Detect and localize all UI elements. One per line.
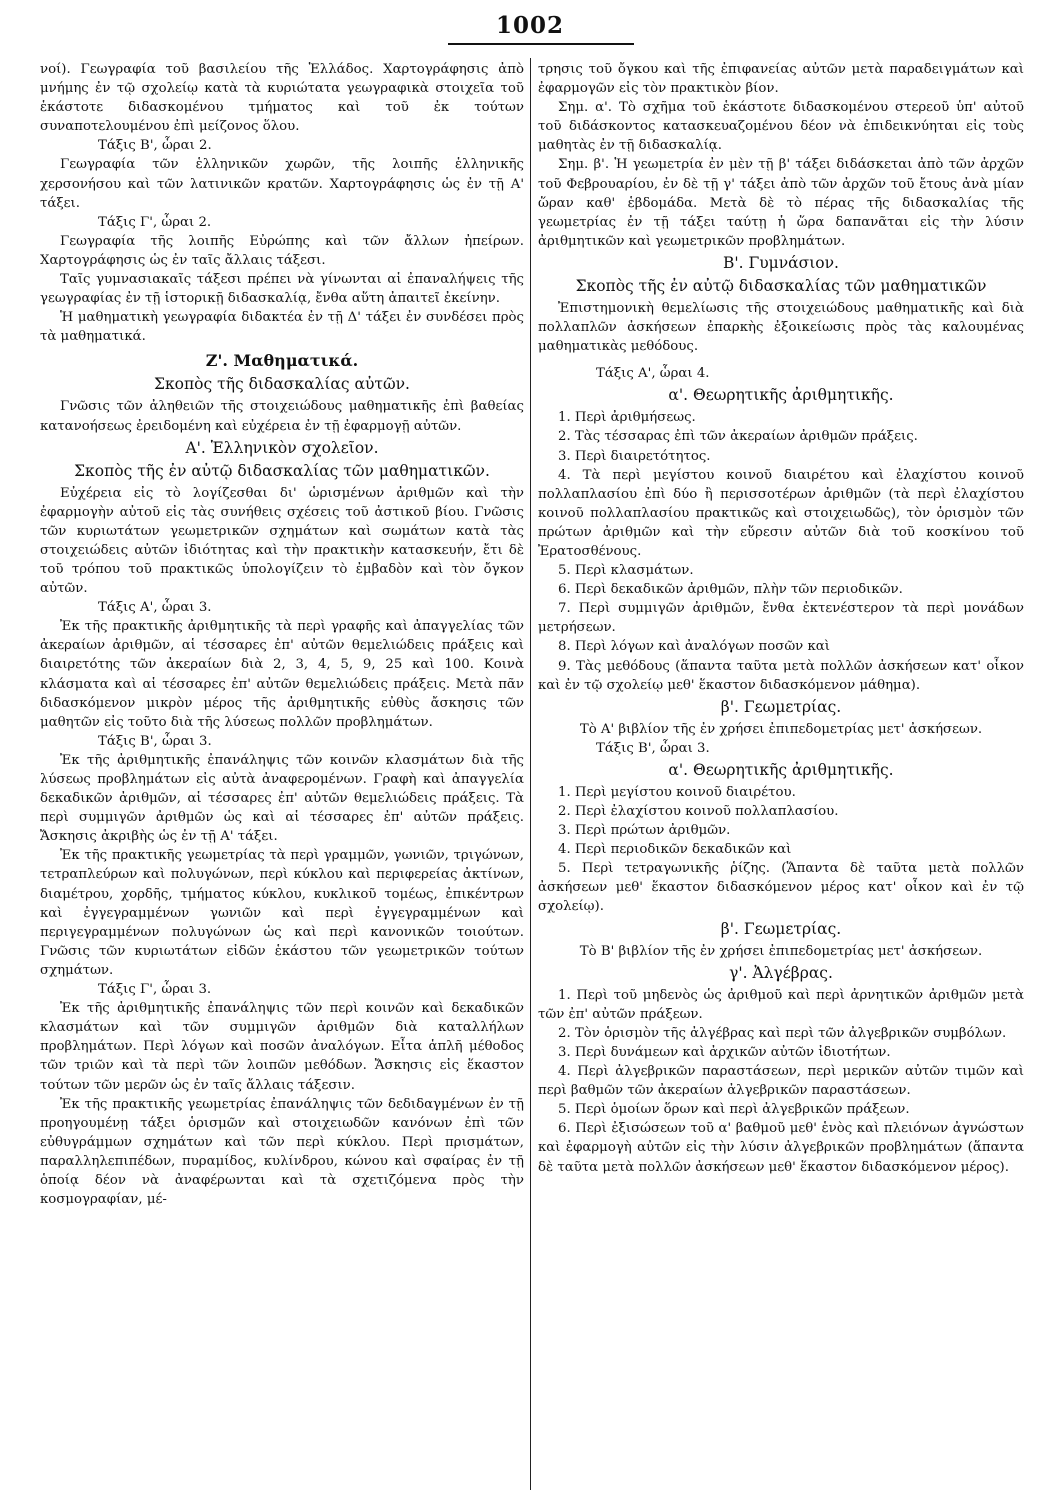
subsection-heading: Σκοπὸς τῆς ἐν αὐτῷ διδασκαλίας τῶν μαθηματικῶν. [74,461,490,480]
paragraph: 6. Περὶ δεκαδικῶν ἀριθμῶν, πλὴν τῶν περιοδικῶν. [558,582,903,598]
centered-line: Τὸ Β' βιβλίον τῆς ἐν χρήσει ἐπιπεδομετρίας μετ' ἀσκήσεων. [579,943,983,959]
subsection-heading: Σκοπὸς τῆς διδασκαλίας αὐτῶν. [154,375,410,394]
paragraph: 2. Τὸν ὁρισμὸν τῆς ἀλγέβρας καὶ περὶ τῶν ἀλγεβρικῶν συμβόλων. [558,1025,1007,1041]
class-hours-heading: Τάξις Α', ὧραι 4. [596,366,710,382]
paragraph: 3. Περὶ διαιρετότητος. [558,448,711,464]
paragraph: 1. Περὶ τοῦ μηδενὸς ὡς ἀριθμοῦ καὶ περὶ ἀρνητικῶν ἀριθμῶν μετὰ τῶν ἐπ' αὐτῶν πράξεων. [538,987,1024,1022]
paragraph: 5. Περὶ τετραγωνικῆς ῥίζης. (Ἅπαντα δὲ ταῦτα μετὰ πολλῶν ἀσκήσεων μεθ' ἕκαστον διδασκόμενον μέρος κατ' οἶκον καὶ ἐν τῷ σχολείῳ). [538,861,1024,915]
paragraph: Ἐπιστημονικὴ θεμελίωσις τῆς στοιχειώδους μαθηματικῆς καὶ διὰ πολλαπλῶν ἀσκήσεων ἐπαρκὴς ἐξοικείωσις πρὸς τὰς καλουμένας μαθηματικὰς μεθόδους. [538,300,1024,355]
paragraph: 5. Περὶ ὁμοίων ὅρων καὶ περὶ ἀλγεβρικῶν πράξεων. [558,1102,910,1118]
paragraph: 6. Περὶ ἐξισώσεων τοῦ α' βαθμοῦ μεθ' ἑνὸς καὶ πλειόνων ἀγνώστων καὶ ἐφαρμογὴ αὐτῶν εἰς τὴν λύσιν ἀλγεβρικῶν προβλημάτων (ἅπαντα δὲ ταῦτα μετὰ πολλῶν ἀσκήσεων μεθ' ἕκαστον διδασκόμενον μέρος). [538,1121,1024,1175]
subsection-heading: α'. Θεωρητικῆς ἀριθμητικῆς. [668,760,894,779]
paragraph: 1. Περὶ ἀριθμήσεως. [558,410,696,426]
paragraph: Ἐκ τῆς ἀριθμητικῆς ἐπανάληψις τῶν περὶ κοινῶν καὶ δεκαδικῶν κλασμάτων καὶ τῶν συμμιγῶν ἀριθμῶν διὰ καταλλήλων προβλημάτων. Περὶ λόγων καὶ ποσῶν ἀναλόγων. Εἶτα ἁπλῆ μέθοδος τῶν τριῶν καὶ τὰ περὶ τῶν λοιπῶν μεθόδων. Ἄσκησις εἰς ἕκαστον τούτων τῶν μερῶν ὡς ἐν ταῖς ἄλλαις τάξεσιν. [40,1001,524,1093]
subsection-heading: Σκοπὸς τῆς ἐν αὐτῷ διδασκαλίας τῶν μαθηματικῶν [575,276,987,295]
paragraph: τρησις τοῦ ὄγκου καὶ τῆς ἐπιφανείας αὐτῶν μετὰ παραδειγμάτων καὶ ἐφαρμογῶν εἰς τὸν πρακτικὸν βίον. [538,62,1024,97]
paragraph: Ἐκ τῆς πρακτικῆς γεωμετρίας τὰ περὶ γραμμῶν, γωνιῶν, τριγώνων, τετραπλεύρων καὶ πολυγώνων, περὶ κύκλου καὶ περιφερείας ἀκτίνων, διαμέτρου, χορδῆς, τμήματος κύκλου, κυκλικοῦ τομέως, ἐπικέντρων καὶ ἐγγεγραμμένων γωνιῶν καὶ περὶ ἐγγεγραμμένων καὶ περιγεγραμμένων πολυγώνων ὡς καὶ περὶ κανονικῶν τοιούτων. Γνῶσις τῶν κυριωτάτων εἰδῶν ἑκάστου τῶν γεωμετρικῶν τούτων σχημάτων. [40,848,524,978]
paragraph: Ἐκ τῆς ἀριθμητικῆς ἐπανάληψις τῶν κοινῶν κλασμάτων διὰ τῆς λύσεως προβλημάτων εἰς αὐτὰ ἀναφερομένων. Γραφὴ καὶ ἀπαγγελία δεκαδικῶν ἀριθμῶν, αἱ τέσσαρες ἐπ' αὐτῶν θεμελιώδεις πράξεις. Τὰ περὶ συμμιγῶν ἀριθμῶν ὡς καὶ αἱ τέσσαρες ἐπ' αὐτῶν πράξεις. Ἄσκησις ἀκριβὴς ὡς ἐν τῇ Α' τάξει. [40,752,524,845]
subsection-heading: γ'. Ἀλγέβρας. [729,963,833,982]
right-column [538,60,1024,1490]
paragraph: Ἡ μαθηματικὴ γεωγραφία διδακτέα ἐν τῇ Δ' τάξει ἐν συνδέσει πρὸς τὰ μαθηματικά. [40,310,524,345]
class-hours-heading: Τάξις Γ', ὧραι 2. [98,214,212,230]
left-column [40,60,524,1490]
paragraph: 1. Περὶ μεγίστου κοινοῦ διαιρέτου. [558,784,796,800]
paragraph: 8. Περὶ λόγων καὶ ἀναλόγων ποσῶν καὶ [558,639,830,655]
paragraph: Ἐκ τῆς πρακτικῆς ἀριθμητικῆς τὰ περὶ γραφῆς καὶ ἀπαγγελίας τῶν ἀκεραίων ἀριθμῶν, αἱ τέσσαρες ἐπ' αὐτῶν θεμελιώδεις πράξεις καὶ διαιρετότης τῶν ἀκεραίων διὰ 2, 3, 4, 5, 9, 25 καὶ 100. Κοινὰ κλάσματα καὶ αἱ τέσσαρες ἐπ' αὐτῶν θεμελιώδεις πράξεις. Μετὰ πᾶν διδασκόμενον μικρὸν μέρος τῆς ἀριθμητικῆς εὐθὺς ἄσκησις τῶν μαθητῶν εἰς τοῦτο διὰ τῆς λύσεως πολλῶν προβλημάτων. [40,619,524,730]
class-hours-heading: Τάξις Β', ὧραι 3. [596,740,710,756]
paragraph: 7. Περὶ συμμιγῶν ἀριθμῶν, ἔνθα ἐκτενέστερον τὰ περὶ μονάδων μετρήσεων. [538,601,1024,636]
class-hours-heading: Τάξις Β', ὧραι 2. [98,138,212,154]
subsection-heading: Β'. Γυμνάσιον. [723,253,839,272]
paragraph: νοί). Γεωγραφία τοῦ βασιλείου τῆς Ἑλλάδος. Χαρτογράφησις ἀπὸ μνήμης ἐν τῷ σχολείῳ κατὰ τὰ κυριώτατα γεωγραφικὰ στοιχεῖα τοῦ ἑκάστοτε διδασκομένου τμήματος καὶ τοῦ ἐκ τούτων συναποτελουμένου ἐπὶ μείζονος ὅλου. [40,62,524,135]
column-divider [530,58,531,1490]
paragraph: Σημ. β'. Ἡ γεωμετρία ἐν μὲν τῇ β' τάξει διδάσκεται ἀπὸ τῶν ἀρχῶν τοῦ Φεβρουαρίου, ἐν δὲ τῇ γ' τάξει ἀπὸ τῶν ἀρχῶν τοῦ ἔτους ἀνὰ μίαν ὥραν καθ' ἑβδομάδα. Μετὰ δὲ τὸ πέρας τῆς διδασκαλίας τῆς γεωμετρίας ἐν τῇ τάξει ταύτῃ ἡ ὥρα δαπανᾶται εἰς τὴν λύσιν ἀριθμητικῶν καὶ γεωμετρικῶν προβλημάτων. [538,157,1024,249]
header-rule [448,43,634,45]
subsection-heading: β'. Γεωμετρίας. [720,919,842,938]
paragraph: 9. Τὰς μεθόδους (ἅπαντα ταῦτα μετὰ πολλῶν ἀσκήσεων κατ' οἶκον καὶ ἐν τῷ σχολείῳ μεθ' ἕκαστον διδασκόμενον μάθημα). [538,658,1024,693]
class-hours-heading: Τάξις Α', ὧραι 3. [98,600,212,616]
class-hours-heading: Τάξις Γ', ὧραι 3. [98,982,212,998]
subsection-heading: α'. Θεωρητικῆς ἀριθμητικῆς. [668,386,894,405]
paragraph: Γνῶσις τῶν ἀληθειῶν τῆς στοιχειώδους μαθηματικῆς ἐπὶ βαθείας κατανοήσεως ἐρειδομένη καὶ εὐχέρεια ἐν τῇ ἐφαρμογῇ αὐτῶν. [40,399,524,434]
paragraph: 4. Τὰ περὶ μεγίστου κοινοῦ διαιρέτου καὶ ἐλαχίστου κοινοῦ πολλαπλασίου ἐπὶ δύο ἢ περισσοτέρων ἀριθμῶν (τὰ περὶ ἐλαχίστου κοινοῦ πολλαπλασίου πρακτικῶς καὶ στοιχειωδῶς), τὸν ὁρισμὸν τῶν πρώτων ἀριθμῶν καὶ τὴν εὕρεσιν αὐτῶν διὰ τοῦ κοσκίνου τοῦ Ἐρατοσθένους. [538,467,1024,559]
paragraph: 3. Περὶ πρώτων ἀριθμῶν. [558,823,731,839]
subsection-heading: β'. Γεωμετρίας. [720,697,842,716]
section-heading: Ζ'. Μαθηματικά. [205,351,359,371]
centered-line: Τὸ Α' βιβλίον τῆς ἐν χρήσει ἐπιπεδομετρίας μετ' ἀσκήσεων. [579,721,983,737]
paragraph: 2. Τὰς τέσσαρας ἐπὶ τῶν ἀκεραίων ἀριθμῶν πράξεις. [558,429,918,445]
paragraph: Γεωγραφία τῆς λοιπῆς Εὐρώπης καὶ τῶν ἄλλων ἠπείρων. Χαρτογράφησις ὡς ἐν ταῖς ἄλλαις τάξεσι. [40,233,524,268]
paragraph: 4. Περὶ περιοδικῶν δεκαδικῶν καὶ [558,842,792,858]
paragraph: 2. Περὶ ἐλαχίστου κοινοῦ πολλαπλασίου. [558,804,839,819]
subsection-heading: Α'. Ἑλληνικὸν σχολεῖον. [185,438,379,457]
paragraph: 5. Περὶ κλασμάτων. [558,563,694,579]
spacer [538,356,1024,364]
paragraph: Σημ. α'. Τὸ σχῆμα τοῦ ἑκάστοτε διδασκομένου στερεοῦ ὑπ' αὐτοῦ τοῦ διδάσκοντος κατασκευαζομένου δέον νὰ ἐπιδεικνύηται εἰς τοὺς μαθητὰς ἐν τῇ διδασκαλίᾳ. [538,100,1024,154]
paragraph: Γεωγραφία τῶν ἑλληνικῶν χωρῶν, τῆς λοιπῆς ἑλληνικῆς χερσονήσου καὶ τῶν λατινικῶν κρατῶν. Χαρτογράφησις ὡς ἐν τῇ Α' τάξει. [40,157,524,211]
paragraph: 3. Περὶ δυνάμεων καὶ ἀρχικῶν αὐτῶν ἰδιοτήτων. [558,1044,891,1060]
page-number: 1002 [495,12,564,39]
paragraph: Εὐχέρεια εἰς τὸ λογίζεσθαι δι' ὡρισμένων ἀριθμῶν καὶ τὴν ἐφαρμογὴν αὐτοῦ εἰς τὰς συνήθεις σχέσεις τοῦ ἀστικοῦ βίου. Γνῶσις τῶν κυριωτάτων γεωμετρικῶν σχημάτων καὶ σωμάτων κατὰ τὰς στοιχειώδεις αὐτῶν ἰδιότητας καὶ τὴν πρακτικὴν κατασκευήν, ἔτι δὲ τοῦ τρόπου τοῦ πρακτικῶς ὑπολογίζειν τὸ ἐμβαδὸν καὶ τὸν ὄγκον αὐτῶν. [40,485,524,597]
paragraph: Ἐκ τῆς πρακτικῆς γεωμετρίας ἐπανάληψις τῶν δεδιδαγμένων ἐν τῇ προηγουμένῃ τάξει ὁρισμῶν καὶ στοιχειωδῶν κανόνων ἐπὶ τῶν εὐθυγράμμων σχημάτων καὶ τῶν περὶ κύκλου. Περὶ πρισμάτων, παραλληλεπιπέδων, πυραμίδος, κυλίνδρου, κώνου καὶ σφαίρας ἐν τῇ ὁποίᾳ δέον νὰ ἀναφέρωνται καὶ τὰ σχετιζόμενα πρὸς τὴν κοσμογραφίαν, μέ- [40,1096,524,1208]
paragraph: Ταῖς γυμνασιακαῖς τάξεσι πρέπει νὰ γίνωνται αἱ ἐπαναλήψεις τῆς γεωγραφίας ἐν τῇ ἱστορικῇ διδασκαλίᾳ, ἔνθα αὕτη ἀπαιτεῖ ἐκείνην. [40,272,524,307]
class-hours-heading: Τάξις Β', ὧραι 3. [98,733,212,749]
paragraph: 4. Περὶ ἀλγεβρικῶν παραστάσεων, περὶ μερικῶν αὐτῶν τιμῶν καὶ περὶ βαθμῶν τῶν ἀκεραίων ἀλγεβρικῶν παραστάσεων. [538,1064,1024,1099]
